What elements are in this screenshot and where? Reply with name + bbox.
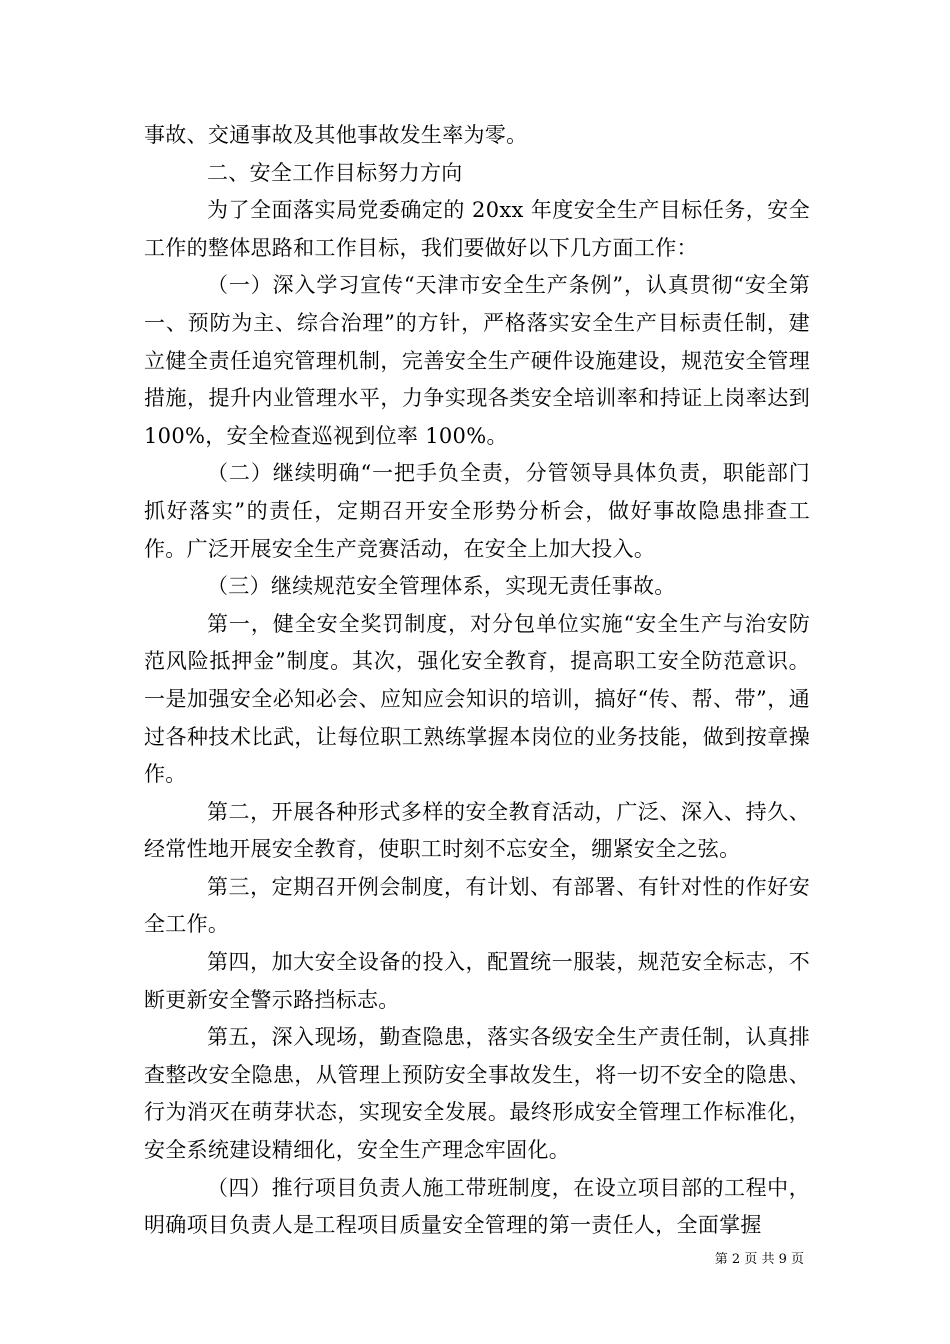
- paragraph-third: 第三，定期召开例会制度，有计划、有部署、有针对性的作好安全工作。: [144, 874, 810, 937]
- page-number-footer: 第 2 页 共 9 页: [714, 1252, 804, 1267]
- document-body: [144, 117, 810, 1245]
- paragraph-first: 第一，健全安全奖罚制度，对分包单位实施“安全生产与治安防范风险抵押金”制度。其次，强化安全教育，提高职工安全防范意识。一是加强安全必知必会、应知应会知识的培训，搞好“传、帮、带”，通过各种技术比武，让每位职工熟练掌握本岗位的业务技能，做到按章操作。: [144, 611, 810, 787]
- paragraph-intro: 为了全面落实局党委确定的 20xx 年度安全生产目标任务，安全工作的整体思路和工作目标，我们要做好以下几方面工作：: [144, 198, 810, 260]
- paragraph-item-4: （四）推行项目负责人施工带班制度，在设立项目部的工程中，明确项目负责人是工程项目质量安全管理的第一责任人，全面掌握: [144, 1175, 810, 1238]
- paragraph-fifth: 第五，深入现场，勤查隐患，落实各级安全生产责任制，认真排查整改安全隐患，从管理上预防安全事故发生，将一切不安全的隐患、行为消灭在萌芽状态，实现安全发展。最终形成安全管理工作标准化，安全系统建设精细化，安全生产理念牢固化。: [144, 1025, 810, 1163]
- section-heading: 二、安全工作目标努力方向: [207, 160, 463, 185]
- paragraph-fourth: 第四，加大安全设备的投入，配置统一服装，规范安全标志，不断更新安全警示路挡标志。: [144, 950, 810, 1012]
- paragraph-item-3: （三）继续规范安全管理体系，实现无责任事故。: [207, 574, 676, 599]
- paragraph-second: 第二，开展各种形式多样的安全教育活动，广泛、深入、持久、经常性地开展安全教育，使职工时刻不忘安全，绷紧安全之弦。: [144, 799, 810, 862]
- paragraph-item-2: （二）继续明确“一把手负全责，分管领导具体负责，职能部门抓好落实”的责任，定期召开安全形势分析会，做好事故隐患排查工作。广泛开展安全生产竞赛活动，在安全上加大投入。: [144, 461, 810, 561]
- paragraph-item-1: （一）深入学习宣传“天津市安全生产条例”，认真贯彻“安全第一、预防为主、综合治理”的方针，严格落实安全生产目标责任制，建立健全责任追究管理机制，完善安全生产硬件设施建设，规范安全管理措施，提升内业管理水平，力争实现各类安全培训率和持证上岗率达到 100%，安全检查巡视到位率 100%。: [144, 273, 810, 448]
- paragraph-continuation: 事故、交通事故及其他事故发生率为零。: [144, 123, 528, 147]
